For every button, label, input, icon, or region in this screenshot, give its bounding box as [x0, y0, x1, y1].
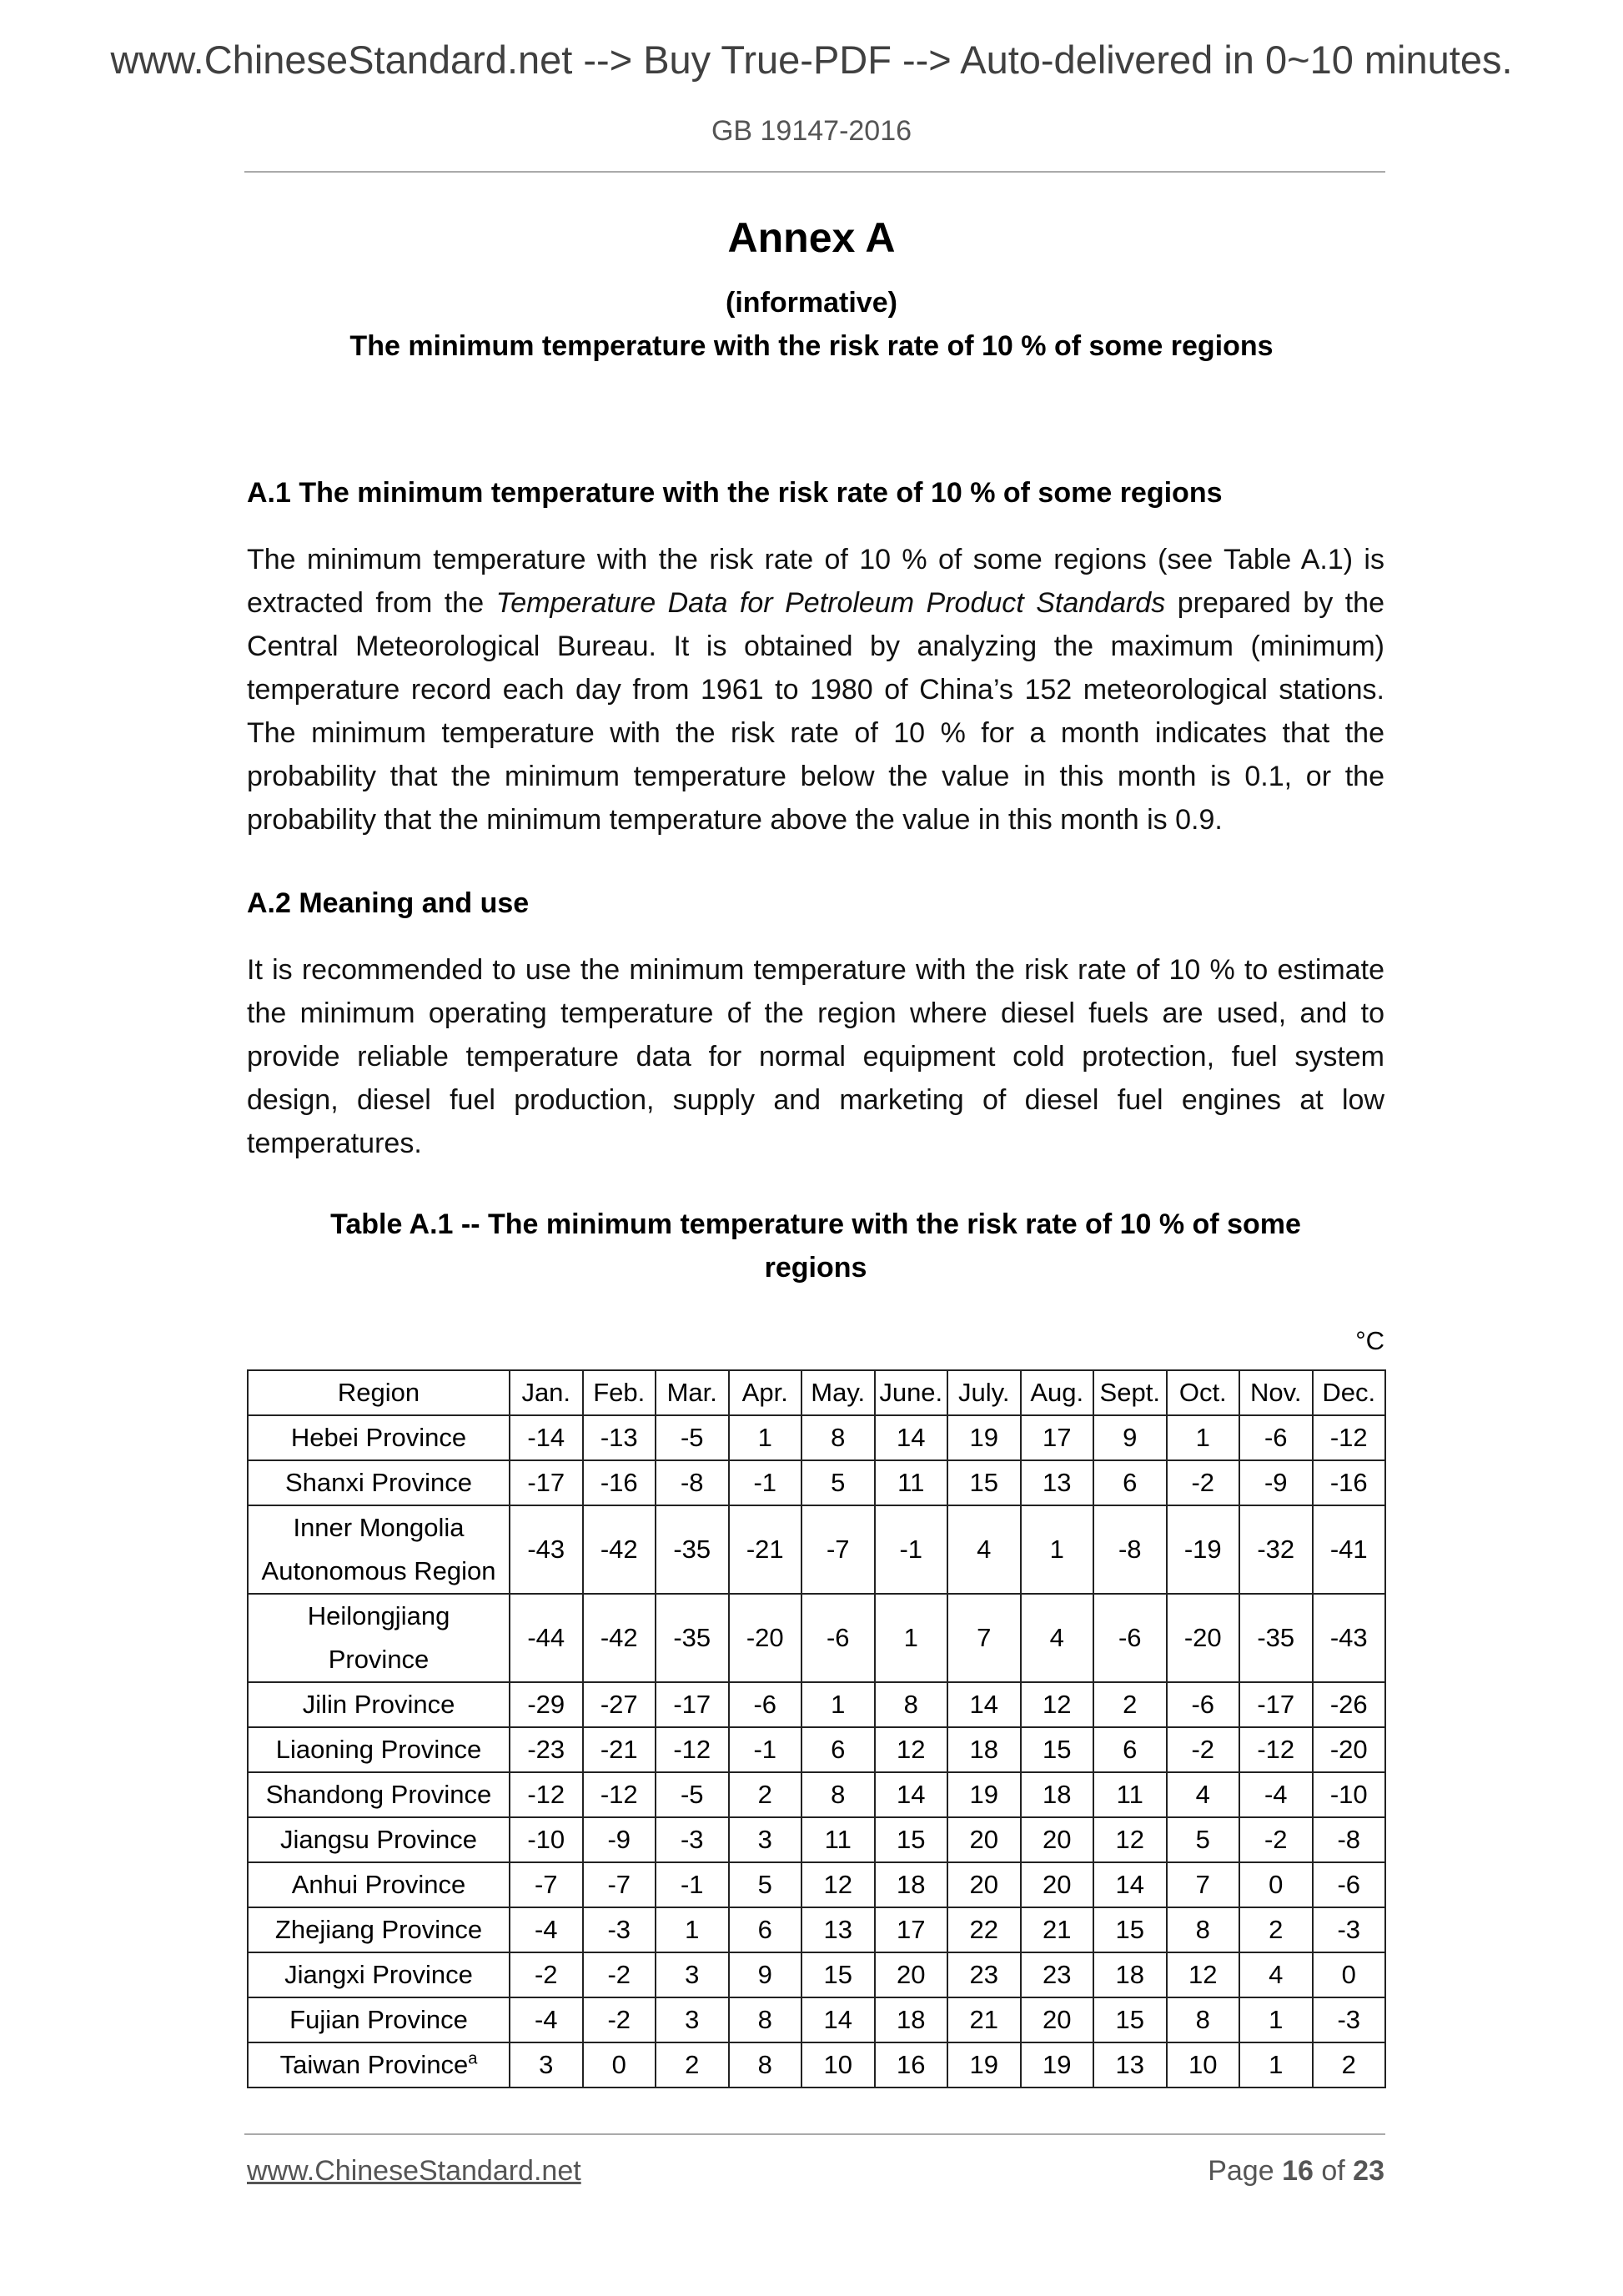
- temperature-cell: 1: [729, 1415, 802, 1460]
- temperature-cell: -12: [1313, 1415, 1386, 1460]
- temperature-cell: -5: [656, 1415, 729, 1460]
- region-cell: [248, 1594, 510, 1682]
- temperature-cell: 2: [729, 1772, 802, 1817]
- table-row: [248, 1682, 1385, 1727]
- temperature-cell: 1: [1167, 1415, 1240, 1460]
- temperature-cell: -9: [1239, 1460, 1313, 1505]
- temperature-cell: 6: [801, 1727, 875, 1772]
- temperature-cell: 20: [947, 1862, 1021, 1907]
- temperature-cell: -20: [729, 1594, 802, 1682]
- temperature-cell: -6: [1167, 1682, 1240, 1727]
- temperature-cell: 13: [801, 1907, 875, 1952]
- table-row: [248, 1952, 1385, 1997]
- temperature-cell: -42: [583, 1594, 656, 1682]
- temperature-cell: -17: [656, 1682, 729, 1727]
- temperature-cell: -35: [656, 1505, 729, 1594]
- region-cell: [248, 2042, 510, 2088]
- annex-subtitle: (informative): [726, 287, 897, 319]
- table-caption-line: regions: [764, 1252, 867, 1284]
- region-name-line: [249, 1728, 509, 1771]
- temperature-cell: 13: [1093, 2042, 1167, 2088]
- temperature-cell: 11: [875, 1460, 948, 1505]
- temperature-cell: -42: [583, 1505, 656, 1594]
- temperature-cell: -35: [656, 1594, 729, 1682]
- column-header-month: Oct.: [1167, 1370, 1240, 1415]
- page-number: [1208, 2155, 1384, 2188]
- region-name-line: [249, 1506, 509, 1550]
- temperature-cell: 18: [947, 1727, 1021, 1772]
- footnote-marker: a: [468, 2049, 478, 2068]
- region-name-line: [249, 1773, 509, 1816]
- temperature-cell: -21: [583, 1727, 656, 1772]
- temperature-cell: -16: [1313, 1460, 1386, 1505]
- temperature-cell: 10: [801, 2042, 875, 2088]
- temperature-cell: 0: [1313, 1952, 1386, 1997]
- temperature-cell: -9: [583, 1817, 656, 1862]
- temperature-cell: 14: [947, 1682, 1021, 1727]
- temperature-cell: -43: [510, 1505, 583, 1594]
- temperature-cell: 20: [1021, 1997, 1094, 2042]
- column-header-month: Jan.: [510, 1370, 583, 1415]
- temperature-cell: -12: [510, 1772, 583, 1817]
- column-header-month: Nov.: [1239, 1370, 1313, 1415]
- temperature-cell: -5: [656, 1772, 729, 1817]
- region-name: Zhejiang Province: [274, 1915, 483, 1944]
- temperature-cell: 4: [1167, 1772, 1240, 1817]
- temperature-cell: 1: [801, 1682, 875, 1727]
- column-header-month: July.: [947, 1370, 1021, 1415]
- table-header-row: [248, 1370, 1385, 1415]
- temperature-cell: 2: [656, 2042, 729, 2088]
- temperature-cell: 14: [875, 1772, 948, 1817]
- region-name-line: [249, 1998, 509, 2042]
- temperature-cell: -3: [583, 1907, 656, 1952]
- table-caption: [247, 1203, 1384, 1289]
- temperature-cell: -2: [1167, 1460, 1240, 1505]
- temperature-cell: 13: [1021, 1460, 1094, 1505]
- region-name-line: [249, 1638, 509, 1681]
- temperature-cell: 8: [1167, 1907, 1240, 1952]
- temperature-cell: -3: [656, 1817, 729, 1862]
- temperature-cell: 3: [656, 1997, 729, 2042]
- region-name: Province: [328, 1645, 430, 1674]
- temperature-cell: -2: [510, 1952, 583, 1997]
- temperature-cell: 6: [1093, 1727, 1167, 1772]
- table-row: [248, 1817, 1385, 1862]
- region-name-line: [249, 1461, 509, 1505]
- temperature-cell: 20: [947, 1817, 1021, 1862]
- temperature-cell: -1: [729, 1727, 802, 1772]
- temperature-cell: 19: [947, 1415, 1021, 1460]
- temperature-cell: 20: [1021, 1862, 1094, 1907]
- temperature-cell: 15: [1021, 1727, 1094, 1772]
- temperature-cell: 8: [801, 1772, 875, 1817]
- temperature-cell: 15: [875, 1817, 948, 1862]
- section-a1: [247, 477, 1384, 842]
- region-name: Inner Mongolia: [293, 1513, 465, 1542]
- temperature-cell: 16: [875, 2042, 948, 2088]
- temperature-cell: -17: [1239, 1682, 1313, 1727]
- temperature-cell: -32: [1239, 1505, 1313, 1594]
- temperature-cell: 0: [1239, 1862, 1313, 1907]
- page-of: of: [1321, 2155, 1345, 2187]
- temperature-cell: 9: [1093, 1415, 1167, 1460]
- temperature-cell: 3: [656, 1952, 729, 1997]
- temperature-cell: 10: [1167, 2042, 1240, 2088]
- temperature-cell: 6: [729, 1907, 802, 1952]
- table-row: [248, 1862, 1385, 1907]
- table-row: [248, 1997, 1385, 2042]
- temperature-cell: 8: [729, 2042, 802, 2088]
- temperature-cell: 15: [1093, 1997, 1167, 2042]
- temperature-cell: 20: [1021, 1817, 1094, 1862]
- column-header-month: Apr.: [729, 1370, 802, 1415]
- table-row: [248, 1772, 1385, 1817]
- region-name-line: [249, 2043, 509, 2087]
- temperature-cell: 15: [1093, 1907, 1167, 1952]
- region-name: Jiangsu Province: [279, 1825, 478, 1854]
- temperature-cell: -17: [510, 1460, 583, 1505]
- temperature-cell: 18: [1093, 1952, 1167, 1997]
- table-caption-line: Table A.1 -- The minimum temperature with the risk rate of 10 % of some: [330, 1208, 1301, 1240]
- temperature-cell: -6: [729, 1682, 802, 1727]
- temperature-cell: 2: [1093, 1682, 1167, 1727]
- temperature-cell: -3: [1313, 1997, 1386, 2042]
- temperature-cell: 8: [875, 1682, 948, 1727]
- section-a2: [247, 887, 1384, 1165]
- temperature-cell: 3: [510, 2042, 583, 2088]
- temperature-cell: 2: [1239, 1907, 1313, 1952]
- temperature-cell: 4: [1239, 1952, 1313, 1997]
- temperature-cell: 18: [875, 1997, 948, 2042]
- region-cell: [248, 1862, 510, 1907]
- temperature-cell: 5: [1167, 1817, 1240, 1862]
- temperature-cell: -13: [583, 1415, 656, 1460]
- temperature-cell: 1: [656, 1907, 729, 1952]
- temperature-cell: -10: [510, 1817, 583, 1862]
- region-name: Hebei Province: [290, 1423, 467, 1452]
- temperature-table: [247, 1369, 1386, 2088]
- temperature-cell: 4: [1021, 1594, 1094, 1682]
- header-divider: [244, 171, 1385, 173]
- temperature-cell: 18: [875, 1862, 948, 1907]
- temperature-cell: -35: [1239, 1594, 1313, 1682]
- region-name-line: [249, 1416, 509, 1459]
- temperature-cell: -6: [1239, 1415, 1313, 1460]
- promo-banner: www.ChineseStandard.net --> Buy True-PDF --> Auto-delivered in 0~10 minutes.: [110, 38, 1513, 82]
- temperature-cell: 19: [947, 2042, 1021, 2088]
- temperature-cell: 20: [875, 1952, 948, 1997]
- table-row: [248, 1505, 1385, 1594]
- temperature-cell: 23: [947, 1952, 1021, 1997]
- temperature-cell: 4: [947, 1505, 1021, 1594]
- temperature-cell: -21: [729, 1505, 802, 1594]
- temperature-cell: -44: [510, 1594, 583, 1682]
- section-heading: A.1 The minimum temperature with the risk rate of 10 % of some regions: [247, 477, 1223, 509]
- region-name: Jilin Province: [302, 1690, 455, 1719]
- temperature-cell: -41: [1313, 1505, 1386, 1594]
- temperature-cell: 9: [729, 1952, 802, 1997]
- table-row: [248, 1727, 1385, 1772]
- temperature-cell: 19: [1021, 2042, 1094, 2088]
- column-header-month: June.: [875, 1370, 948, 1415]
- temperature-cell: 12: [801, 1862, 875, 1907]
- region-cell: [248, 1907, 510, 1952]
- column-header-region: Region: [248, 1370, 510, 1415]
- temperature-cell: 15: [801, 1952, 875, 1997]
- footer-divider: [244, 2133, 1385, 2135]
- column-header-month: May.: [801, 1370, 875, 1415]
- table-row: [248, 1907, 1385, 1952]
- temperature-cell: -8: [656, 1460, 729, 1505]
- temperature-cell: -2: [1239, 1817, 1313, 1862]
- temperature-cell: -12: [1239, 1727, 1313, 1772]
- region-name: Shandong Province: [265, 1780, 492, 1809]
- region-name: Fujian Province: [289, 2005, 468, 2034]
- temperature-cell: -2: [583, 1952, 656, 1997]
- region-cell: [248, 1952, 510, 1997]
- temperature-cell: -27: [583, 1682, 656, 1727]
- section-paragraph: [247, 538, 1384, 842]
- footer-website-link[interactable]: www.ChineseStandard.net: [247, 2155, 581, 2187]
- temperature-cell: -4: [510, 1997, 583, 2042]
- temperature-cell: 21: [947, 1997, 1021, 2042]
- temperature-cell: -16: [583, 1460, 656, 1505]
- temperature-cell: 19: [947, 1772, 1021, 1817]
- region-name: Shanxi Province: [284, 1468, 472, 1497]
- region-name: Heilongjiang: [307, 1601, 450, 1630]
- temperature-cell: 22: [947, 1907, 1021, 1952]
- temperature-cell: 1: [1021, 1505, 1094, 1594]
- region-name: Autonomous Region: [261, 1556, 496, 1585]
- temperature-cell: 23: [1021, 1952, 1094, 1997]
- document-title-italic: Temperature Data for Petroleum Product Standards: [495, 587, 1166, 619]
- temperature-cell: 12: [875, 1727, 948, 1772]
- temperature-cell: -3: [1313, 1907, 1386, 1952]
- temperature-cell: -10: [1313, 1772, 1386, 1817]
- temperature-cell: 14: [801, 1997, 875, 2042]
- region-name: Anhui Province: [291, 1870, 466, 1899]
- region-name-line: [249, 1863, 509, 1907]
- temperature-cell: -4: [510, 1907, 583, 1952]
- region-cell: [248, 1505, 510, 1594]
- temperature-cell: 3: [729, 1817, 802, 1862]
- region-cell: [248, 1682, 510, 1727]
- temperature-cell: 12: [1093, 1817, 1167, 1862]
- temperature-cell: 7: [1167, 1862, 1240, 1907]
- temperature-cell: -1: [875, 1505, 948, 1594]
- temperature-cell: -2: [583, 1997, 656, 2042]
- temperature-cell: -8: [1313, 1817, 1386, 1862]
- temperature-cell: -6: [1313, 1862, 1386, 1907]
- annex-description: The minimum temperature with the risk rate of 10 % of some regions: [349, 330, 1274, 362]
- temperature-cell: 2: [1313, 2042, 1386, 2088]
- region-cell: [248, 1460, 510, 1505]
- column-header-month: Sept.: [1093, 1370, 1167, 1415]
- region-name-line: [249, 1908, 509, 1952]
- table-row: [248, 2042, 1385, 2088]
- column-header-month: Mar.: [656, 1370, 729, 1415]
- temperature-cell: 1: [1239, 1997, 1313, 2042]
- temperature-cell: 12: [1021, 1682, 1094, 1727]
- temperature-cell: -4: [1239, 1772, 1313, 1817]
- temperature-cell: 17: [875, 1907, 948, 1952]
- region-name-line: [249, 1550, 509, 1593]
- temperature-cell: -43: [1313, 1594, 1386, 1682]
- temperature-cell: 8: [801, 1415, 875, 1460]
- temperature-cell: 18: [1021, 1772, 1094, 1817]
- paragraph-text: The minimum temperature with the risk rate of 10 % of some regions (see Table A.1) is extracted from the: [247, 544, 1384, 619]
- temperature-cell: -7: [583, 1862, 656, 1907]
- temperature-cell: -7: [510, 1862, 583, 1907]
- temperature-cell: 0: [583, 2042, 656, 2088]
- temperature-cell: -1: [729, 1460, 802, 1505]
- page-label: Page: [1208, 2155, 1274, 2187]
- temperature-cell: 11: [801, 1817, 875, 1862]
- column-header-month: Aug.: [1021, 1370, 1094, 1415]
- table-row: [248, 1594, 1385, 1682]
- region-cell: [248, 1772, 510, 1817]
- temperature-cell: 8: [1167, 1997, 1240, 2042]
- region-cell: [248, 1997, 510, 2042]
- page-total: 23: [1353, 2155, 1384, 2187]
- temperature-cell: 17: [1021, 1415, 1094, 1460]
- temperature-cell: -29: [510, 1682, 583, 1727]
- temperature-cell: -20: [1167, 1594, 1240, 1682]
- table-row: [248, 1415, 1385, 1460]
- temperature-cell: -7: [801, 1505, 875, 1594]
- region-cell: [248, 1817, 510, 1862]
- temperature-cell: 15: [947, 1460, 1021, 1505]
- temperature-cell: -20: [1313, 1727, 1386, 1772]
- region-name-line: [249, 1953, 509, 1997]
- temperature-cell: 11: [1093, 1772, 1167, 1817]
- page-current: 16: [1282, 2155, 1314, 2187]
- temperature-cell: -12: [656, 1727, 729, 1772]
- temperature-cell: 14: [875, 1415, 948, 1460]
- temperature-cell: -14: [510, 1415, 583, 1460]
- region-name-line: [249, 1595, 509, 1638]
- temperature-cell: 7: [947, 1594, 1021, 1682]
- temperature-cell: -6: [1093, 1594, 1167, 1682]
- table-row: [248, 1460, 1385, 1505]
- temperature-cell: -23: [510, 1727, 583, 1772]
- section-paragraph: It is recommended to use the minimum temperature with the risk rate of 10 % to estimate the minimum operating temperature of the region where diesel fuels are used, and to provide reliable temperature data for normal equipment cold protection, fuel system design, diesel fuel production, supply and marketing of diesel fuel engines at low temperatures.: [247, 954, 1384, 1159]
- region-name-line: [249, 1818, 509, 1861]
- paragraph-text: prepared by the Central Meteorological Bureau. It is obtained by analyzing the maximum (minimum) temperature record each day from 1961 to 1980 of China’s 152 meteorological stations. The minimum temperature with the risk rate of 10 % for a month indicates that the probability that the minimum temperature below the value in this month is 0.1, or the probability that the minimum temperature above the value in this month is 0.9.: [247, 587, 1384, 836]
- region-name-line: [249, 1683, 509, 1726]
- temperature-cell: -2: [1167, 1727, 1240, 1772]
- temperature-cell: -26: [1313, 1682, 1386, 1727]
- temperature-cell: 1: [875, 1594, 948, 1682]
- temperature-cell: 21: [1021, 1907, 1094, 1952]
- temperature-cell: 12: [1167, 1952, 1240, 1997]
- region-name: Jiangxi Province: [284, 1960, 473, 1989]
- temperature-cell: -1: [656, 1862, 729, 1907]
- temperature-cell: 5: [729, 1862, 802, 1907]
- temperature-cell: -12: [583, 1772, 656, 1817]
- standard-code: GB 19147-2016: [711, 115, 912, 147]
- temperature-cell: 8: [729, 1997, 802, 2042]
- region-name: Liaoning Province: [275, 1735, 482, 1764]
- column-header-month: Feb.: [583, 1370, 656, 1415]
- region-name: Taiwan Province: [279, 2050, 469, 2079]
- region-cell: [248, 1415, 510, 1460]
- annex-title: Annex A: [727, 214, 896, 261]
- temperature-cell: -19: [1167, 1505, 1240, 1594]
- unit-label: °C: [1355, 1326, 1384, 1355]
- temperature-cell: 6: [1093, 1460, 1167, 1505]
- temperature-cell: 1: [1239, 2042, 1313, 2088]
- temperature-cell: -6: [801, 1594, 875, 1682]
- temperature-cell: 5: [801, 1460, 875, 1505]
- section-heading: A.2 Meaning and use: [247, 887, 530, 919]
- temperature-cell: -8: [1093, 1505, 1167, 1594]
- temperature-cell: 14: [1093, 1862, 1167, 1907]
- column-header-month: Dec.: [1313, 1370, 1386, 1415]
- region-cell: [248, 1727, 510, 1772]
